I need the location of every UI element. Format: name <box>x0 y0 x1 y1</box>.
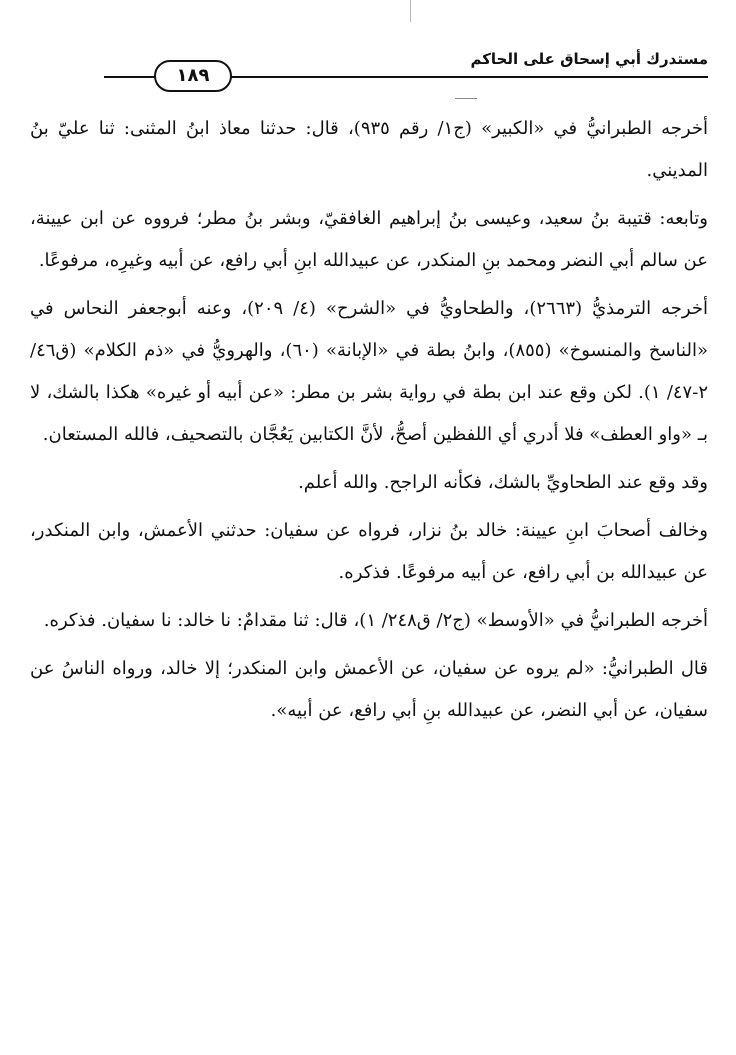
running-title: مستدرك أبي إسحاق على الحاكم <box>470 50 708 68</box>
paragraph: أخرجه الطبرانيُّ في «الكبير» (ج١/ رقم ٩٣٥)، قال: حدثنا معاذ ابنُ المثنى: ثنا عليّ بنُ المديني. <box>30 118 708 181</box>
paragraph: وخالف أصحابَ ابنِ عيينة: خالد بنُ نزار، فرواه عن سفيان: حدثني الأعمش، وابن المنكدر، عن عبيدالله بن أبي رافع، عن أبيه مرفوعًا. فذكره. <box>30 520 708 583</box>
paragraph: وتابعه: قتيبة بنُ سعيد، وعيسى بنُ إبراهيم الغافقيّ، وبشر بنُ مطر؛ فرووه عن ابن عيينة، عن سالم أبي النضر ومحمد بنِ المنكدر، عن عبيدالله ابنِ أبي رافع، عن أبيه وغيرِه، مرفوعًا. <box>30 208 708 271</box>
paragraph: أخرجه الترمذيُّ (٢٦٦٣)، والطحاويُّ في «الشرح» (٤/ ٢٠٩)، وعنه أبوجعفر النحاس في «الناسخ والمنسوخ» (٨٥٥)، وابنُ بطة في «الإبانة» (٦٠)، والهرويُّ في «ذم الكلام» (ق٤٦/ ٢-٤٧/ ١). لكن وقع عند ابن بطة في رواية بشر بن مطر: «عن أبيه أو غيره» هكذا بالشك، لا بـ «واو العطف» فلا أدري أي اللفظين أصحُّ، لأنَّ الكتابين يَعُجَّان بالتصحيف، فالله المستعان. <box>30 298 708 445</box>
page-body <box>30 108 708 736</box>
page-header <box>104 46 708 86</box>
paragraph: أخرجه الطبرانيُّ في «الأوسط» (ج٢/ ق٢٤٨/ ١)، قال: ثنا مقدامٌ: نا خالد: نا سفيان. فذكره. <box>43 610 708 631</box>
scan-mark <box>455 98 477 99</box>
paragraph: وقد وقع عند الطحاويِّ بالشك، فكأنه الراجح. والله أعلم. <box>298 472 708 493</box>
page-number: ١٨٩ <box>154 60 232 92</box>
paragraph: قال الطبرانيُّ: «لم يروه عن سفيان، عن الأعمش وابن المنكدر؛ إلا خالد، ورواه الناسُ عن سفيان، عن أبي النضر، عن عبيدالله بنِ أبي رافع، عن أبيه». <box>30 658 708 721</box>
scan-mark <box>410 0 411 22</box>
